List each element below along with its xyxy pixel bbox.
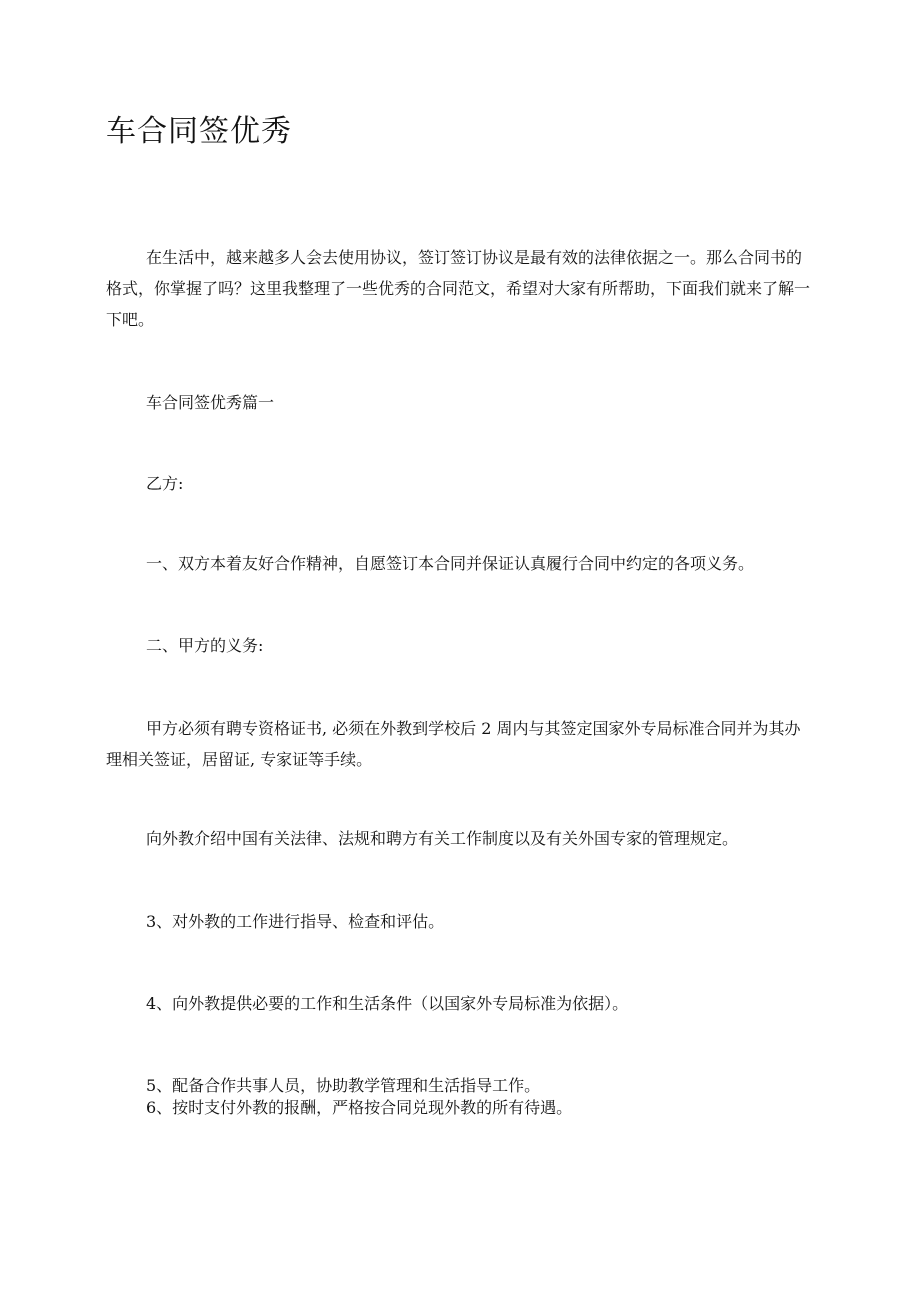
duty-5: 5、配备合作共事人员，协助教学管理和生活指导工作。 — [146, 1076, 541, 1095]
intro-paragraph: 在生活中，越来越多人会去使用协议，签订签订协议是最有效的法律依据之一。那么合同书的格式，你掌握了吗？这里我整理了一些优秀的合同范文，希望对大家有所帮助，下面我们就来了解一下吧。 — [106, 248, 811, 329]
duty-1: 甲方必须有聘专资格证书, 必须在外教到学校后 2 周内与其签定国家外专局标准合同并为其办理相关签证，居留证, 专家证等手续。 — [106, 719, 801, 769]
duty-4: 4、向外教提供必要的工作和生活条件（以国家外专局标准为依据）。 — [146, 994, 629, 1013]
clause-1: 一、双方本着友好合作精神，自愿签订本合同并保证认真履行合同中约定的各项义务。 — [146, 554, 755, 573]
duty-3: 3、对外教的工作进行指导、检查和评估。 — [146, 912, 445, 931]
clause-2-heading: 二、甲方的义务: — [146, 636, 264, 655]
party-b-label: 乙方: — [146, 474, 184, 493]
duty-6: 6、按时支付外教的报酬，严格按合同兑现外教的所有待遇。 — [146, 1098, 573, 1117]
duty-2: 向外教介绍中国有关法律、法规和聘方有关工作制度以及有关外国专家的管理规定。 — [146, 829, 739, 848]
document-title: 车合同签优秀 — [106, 114, 292, 149]
section-heading: 车合同签优秀篇一 — [146, 393, 275, 412]
